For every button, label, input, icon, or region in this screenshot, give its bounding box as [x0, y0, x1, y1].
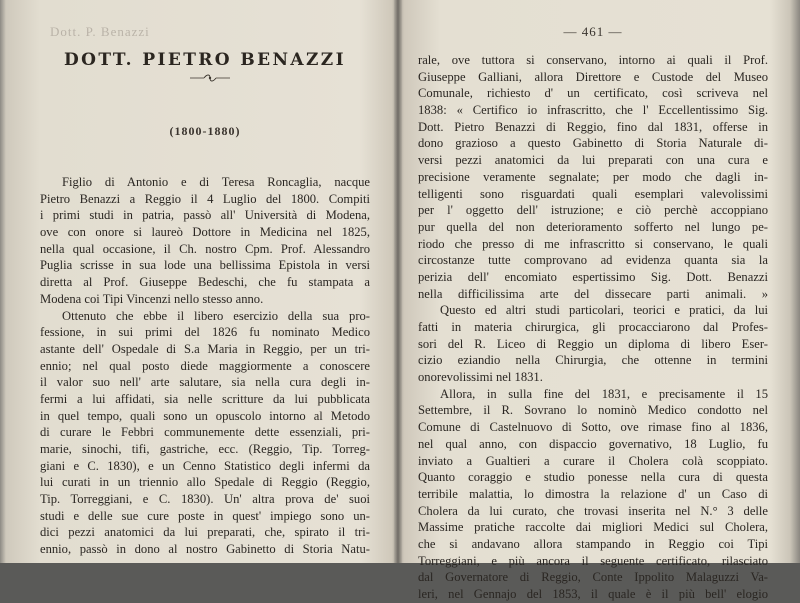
text-line: rale, ove tuttora si conservano, intorno ai quali il Prof.	[418, 53, 768, 67]
text-line: fatti in materia chirurgica, gli procacciarono dal Profes-	[418, 320, 768, 334]
text-line: giani e C. 1830), e un Cenno Statistico degli infermi da	[40, 458, 370, 473]
text-line: pur quella del non deterioramento sofferto nel lungo pe-	[418, 219, 768, 234]
text-line: dono grazioso a questo Gabinetto di Storia Naturale di-	[418, 136, 768, 151]
text-line: inviato a Gualtieri a curare il Cholera colà scoppiato.	[418, 453, 768, 468]
text-line: nel qual anno, con dispaccio governativo, 18 Luglio, fu	[418, 436, 768, 451]
text-line: i primi studi in patria, passò all' Università di Modena,	[40, 208, 370, 223]
bleed-through-header: Dott. P. Benazzi	[50, 24, 150, 39]
text-line: diretta al Prof. Giuseppe Bedeschi, che fu stampata a	[40, 275, 370, 290]
text-line: in quel tempo, quali sono un opuscolo intorno al Metodo	[40, 408, 370, 423]
left-body-text	[40, 174, 370, 558]
text-line: dici pezzi anatomici da lui preparati, che, spirato il tri-	[40, 525, 370, 540]
right-body-text	[418, 52, 768, 603]
text-line: circostanze tutte comprovano ad evidenza quanta sia la	[418, 253, 768, 268]
text-line: terribile malattia, lo dimostra la relazione d' un Caso di	[418, 486, 768, 501]
text-line: astante dell' Ospedale di S.a Maria in Reggio, per un tri-	[40, 341, 370, 356]
text-line: fessione, in sui primi del 1826 fu nominato Medico	[40, 325, 370, 340]
text-line: Questo ed altri studi particolari, teorici e pratici, da lui	[440, 303, 768, 318]
text-line: ennio; nel qual posto diede maggiormente a conoscere	[40, 358, 370, 373]
text-line: versi pezzi anatomici da lui preparati con una cura e	[418, 153, 768, 168]
text-line: Torreggiani, e più ancora il seguente certificato, rilasciato	[418, 553, 768, 568]
text-line: lui curati in un triennio allo Spedale di Reggio (Reggio,	[40, 475, 370, 490]
text-line: precisione veramente segnalate; per modo che dagli in-	[418, 169, 768, 184]
left-page	[40, 0, 370, 563]
ornament-divider-icon	[190, 74, 230, 82]
text-line: studi e delle sue cure poste in quest' impiego sono un-	[40, 508, 370, 523]
text-line: sori del R. Liceo di Reggio un diploma di libero Eser-	[418, 336, 768, 351]
text-line: nella difficilissima arte del dissecare parti animali. »	[418, 286, 768, 301]
text-line: cizio eziandio nella Chirurgia, che ottenne in termini	[418, 353, 768, 368]
text-line: ove con onore si laureò Dottore in Medicina nel 1825,	[40, 225, 370, 240]
text-line: che si andavano allora stampando in Reggio coi Tipi	[418, 536, 768, 551]
text-line: ennio, passò in dono al nostro Gabinetto di Storia Natu-	[40, 542, 370, 557]
text-line: Giuseppe Galliani, allora Direttore e Custode del Museo	[418, 69, 768, 84]
text-line: Quanto coraggio e studio ponesse nella cura di questa	[418, 470, 768, 485]
right-page	[418, 0, 768, 601]
text-line: Settembre, il R. Sovrano lo nominò Medico condotto nel	[418, 403, 768, 418]
chapter-title: DOTT. PIETRO BENAZZI	[64, 50, 346, 70]
text-line: dal Governatore di Reggio, Conte Ippolito Malaguzzi Va-	[418, 570, 768, 585]
text-line: Comune di Castelnuovo di Sotto, ove rimase fino al 1836,	[418, 420, 768, 435]
text-line: onorevolissimi nel 1831.	[418, 370, 543, 385]
text-line: Dott. Pietro Benazzi di Reggio, fino dal 1831, offerse in	[418, 119, 768, 134]
text-line: Figlio di Antonio e di Teresa Roncaglia, nacque	[62, 175, 370, 189]
text-line: riodo che presso di me infrascritto si conservano, le quali	[418, 236, 768, 251]
text-line: telligenti sono risguardati quali esemplari valevolissimi	[418, 186, 768, 201]
text-line: Modena coi Tipi Vincenzi nello stesso anno.	[40, 291, 264, 306]
text-line: 1838: « Certifico io infrascritto, che l' Eccellentissimo Sig.	[418, 103, 768, 118]
text-line: Ottenuto che ebbe il libero esercizio della sua pro-	[62, 308, 370, 323]
book-gutter	[394, 0, 402, 563]
page-number: — 461 —	[563, 24, 623, 39]
text-line: Comunale, richiesto d' un certificato, così scriveva nel	[418, 86, 768, 101]
text-line: Puglia scrisse in sua lode una bellissima Epistola in versi	[40, 258, 370, 273]
text-line: Pietro Benazzi a Reggio il 4 Luglio del 1800. Compiti	[40, 191, 370, 206]
text-line: leri, nel Gennajo del 1853, il quale è il più bell' elogio	[418, 587, 768, 601]
text-line: perizia dell' encomiato espertissimo Sig. Dott. Benazzi	[418, 269, 768, 284]
text-line: il valor suo nell' arte salutare, sia nella cura degli in-	[40, 375, 370, 390]
text-line: di curare le Febbri communemente dette essenziali, pri-	[40, 425, 370, 440]
text-line: marie, sinochi, tifi, gastriche, ecc. (Reggio, Tip. Torreg-	[40, 442, 370, 456]
text-line: Tip. Torreggiani, e C. 1830). Un' altra prova de' suoi	[40, 492, 370, 507]
life-dates: (1800-1880)	[169, 124, 241, 138]
text-line: Cholera da lui curato, che trovasi inserita nel N.° 3 delle	[418, 503, 768, 518]
text-line: fermi a lui affidati, sia nelle scritture da lui pubblicata	[40, 391, 370, 406]
text-line: nella qual occasione, il Ch. nostro Cpm. Prof. Alessandro	[40, 241, 370, 256]
text-line: Allora, in sulla fine del 1831, e precisamente il 15	[440, 386, 768, 401]
text-line: per l' oggetto dell' istruzione; e ciò perchè accoppiano	[418, 203, 768, 218]
text-line: Massime pratiche raccolte dai migliori Medici sul Cholera,	[418, 520, 768, 535]
